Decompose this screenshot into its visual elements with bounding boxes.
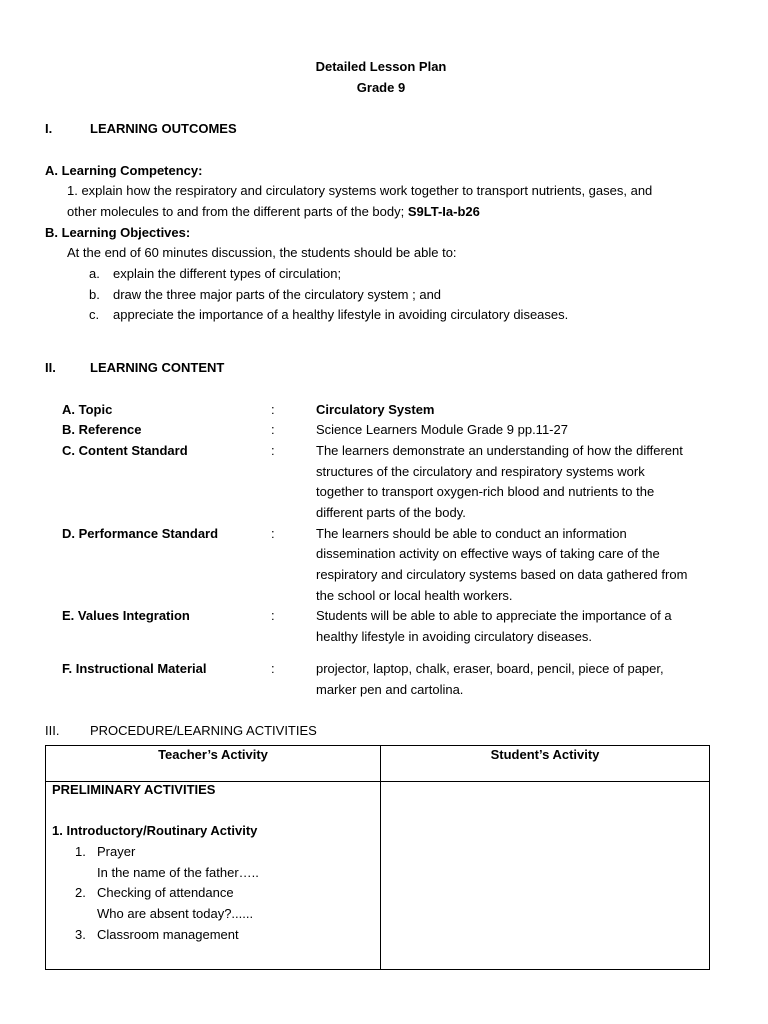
content-item-label: A. Topic xyxy=(62,402,113,417)
objectives-label: B. Learning Objectives: xyxy=(45,225,191,240)
section3-numeral: III. xyxy=(45,723,60,738)
objective-text: appreciate the importance of a healthy lifestyle in avoiding circulatory diseases. xyxy=(113,307,569,322)
content-item-colon: : xyxy=(271,422,275,437)
objective-letter: c. xyxy=(89,307,100,322)
step-number: 2. xyxy=(75,885,86,900)
content-item-value: Circulatory System xyxy=(316,402,435,417)
content-item-colon: : xyxy=(271,526,275,541)
preliminary-heading: PRELIMINARY ACTIVITIES xyxy=(52,782,216,797)
content-item-value: The learners should be able to conduct an information xyxy=(316,526,627,541)
content-item-value: different parts of the body. xyxy=(316,505,466,520)
step-number: 3. xyxy=(75,927,86,942)
competency-text: other molecules to and from the different parts of the body; xyxy=(67,204,408,219)
section2-numeral: II. xyxy=(45,360,56,375)
content-item-value: the school or local health workers. xyxy=(316,588,513,603)
teacher-activity-cell xyxy=(46,782,381,970)
content-item-value: dissemination activity on effective ways of taking care of the xyxy=(316,546,660,561)
teacher-activity-heading: Teacher’s Activity xyxy=(158,747,268,762)
procedure-table xyxy=(45,745,710,970)
content-item-colon: : xyxy=(271,402,275,417)
competency-code: S9LT-Ia-b26 xyxy=(407,204,480,219)
step-label: Classroom management xyxy=(97,927,239,942)
competency-line-2 xyxy=(67,204,480,219)
content-item-value: projector, laptop, chalk, eraser, board, pencil, piece of paper, xyxy=(316,661,664,676)
content-item-value: together to transport oxygen-rich blood and nutrients to the xyxy=(316,484,655,499)
content-item-colon: : xyxy=(271,608,275,623)
student-column-header xyxy=(381,746,710,782)
content-item-value: Science Learners Module Grade 9 pp.11-27 xyxy=(316,422,568,437)
introductory-heading: 1. Introductory/Routinary Activity xyxy=(52,823,258,838)
section1-numeral: I. xyxy=(45,121,53,136)
objective-text: draw the three major parts of the circulatory system ; and xyxy=(113,287,442,302)
content-item-colon: : xyxy=(271,661,275,676)
section1-heading: LEARNING OUTCOMES xyxy=(90,121,237,136)
content-item-label: F. Instructional Material xyxy=(62,661,207,676)
content-item-value: marker pen and cartolina. xyxy=(316,682,464,697)
content-item-label: B. Reference xyxy=(62,422,142,437)
objectives-intro: At the end of 60 minutes discussion, the students should be able to: xyxy=(67,245,457,260)
objective-letter: b. xyxy=(89,287,100,302)
content-item-label: E. Values Integration xyxy=(62,608,190,623)
content-item-value: The learners demonstrate an understanding of how the different xyxy=(316,443,683,458)
content-item-value: healthy lifestyle in avoiding circulatory diseases. xyxy=(316,629,593,644)
content-item-label: D. Performance Standard xyxy=(62,526,219,541)
content-item-value: structures of the circulatory and respiratory systems work xyxy=(316,464,645,479)
student-activity-cell xyxy=(381,782,710,970)
step-detail: Who are absent today?...... xyxy=(97,906,254,921)
table-body-row xyxy=(46,782,710,970)
document-grade: Grade 9 xyxy=(356,80,406,95)
competency-label: A. Learning Competency: xyxy=(45,163,203,178)
competency-line-1: 1. explain how the respiratory and circulatory systems work together to transport nutrients, gases, and xyxy=(67,183,653,198)
content-item-value: Students will be able to able to appreciate the importance of a xyxy=(316,608,672,623)
step-label: Prayer xyxy=(97,844,136,859)
content-item-label: C. Content Standard xyxy=(62,443,188,458)
section2-heading: LEARNING CONTENT xyxy=(90,360,225,375)
content-item-value: respiratory and circulatory systems based on data gathered from xyxy=(316,567,688,582)
teacher-column-header xyxy=(46,746,381,782)
document-title: Detailed Lesson Plan xyxy=(315,59,447,74)
section3-heading: PROCEDURE/LEARNING ACTIVITIES xyxy=(90,723,317,738)
student-activity-heading: Student’s Activity xyxy=(490,747,600,762)
step-detail: In the name of the father….. xyxy=(97,865,259,880)
table-header-row xyxy=(46,746,710,782)
objective-letter: a. xyxy=(89,266,100,281)
objective-text: explain the different types of circulation; xyxy=(113,266,342,281)
step-number: 1. xyxy=(75,844,86,859)
content-item-colon: : xyxy=(271,443,275,458)
step-label: Checking of attendance xyxy=(97,885,234,900)
